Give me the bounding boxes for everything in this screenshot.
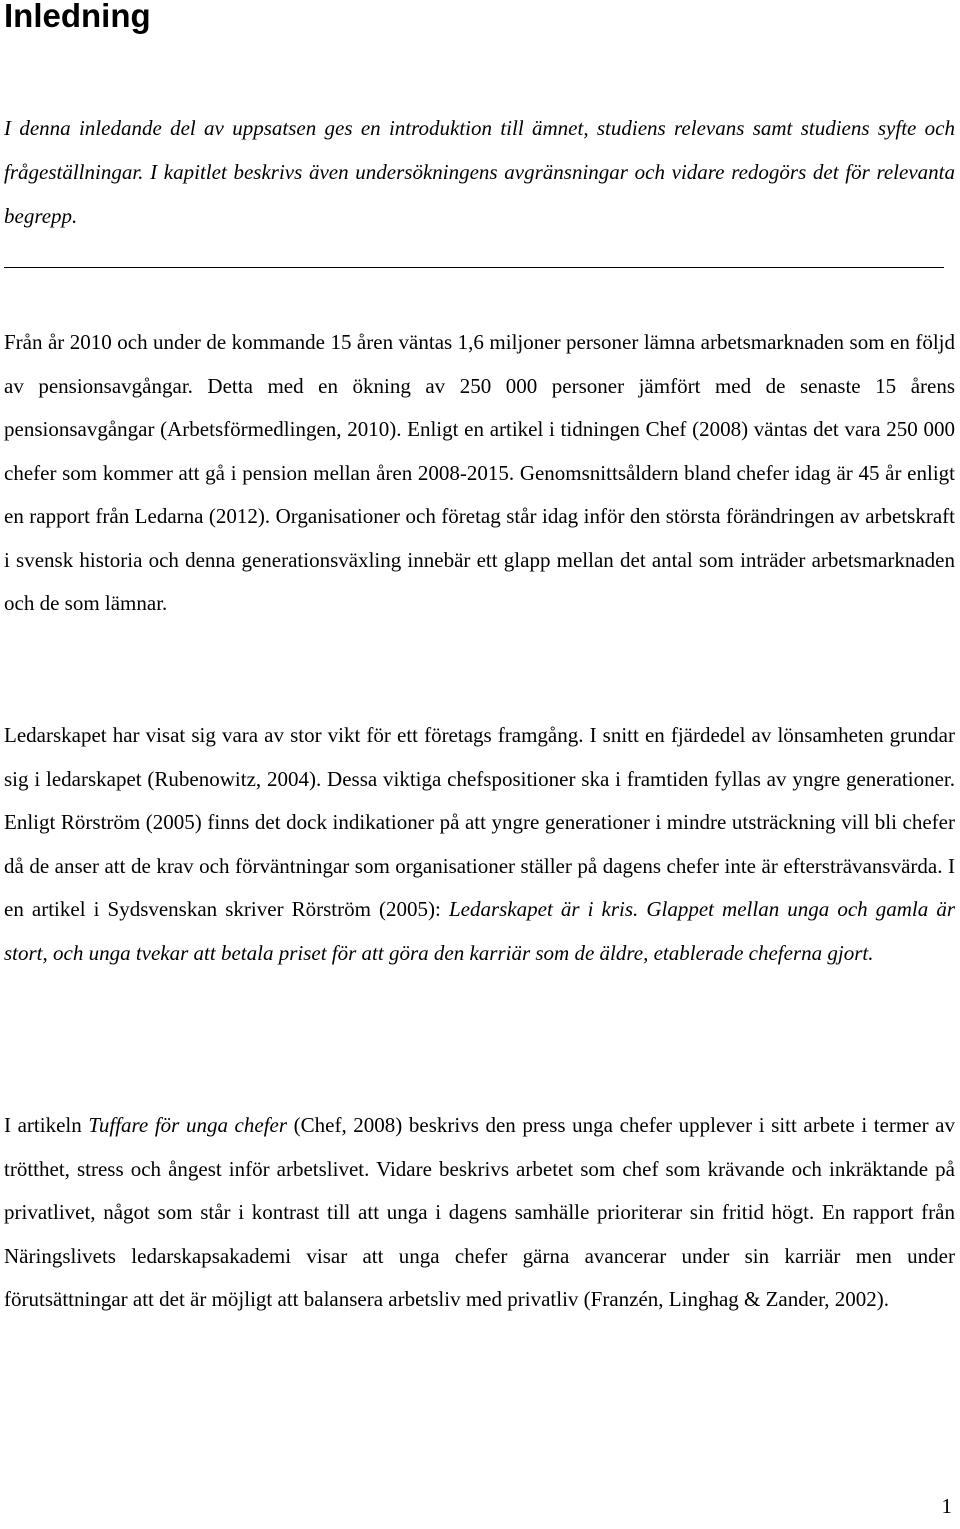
intro-paragraph: I denna inledande del av uppsatsen ges en introduktion till ämnet, studiens relevans samt studiens syfte och frågeställningar. I kapitlet beskrivs även undersökningens avgränsningar och vidare redogörs det för relevanta begrepp.	[4, 116, 955, 228]
solid-divider	[4, 267, 944, 268]
page-title: Inledning	[4, 0, 151, 34]
paragraph-2-text: Ledarskapet har visat sig vara av stor vikt för ett företags framgång. I snitt en fjärdedel av lönsamheten grundar sig i ledarskapet (Rubenowitz, 2004). Dessa viktiga chefspositioner ska i framtiden fyllas av yngre generationer. Enligt Rörström (2005) finns det dock indikationer på att yngre generationer i mindre utsträckning vill bli chefer då de anser att de krav och förväntningar som organisationer ställer på dagens chefer inte är eftersträvansvärda. I en artikel i Sydsvenskan skriver Rörström (2005):	[4, 723, 955, 921]
page-number: 1	[941, 1494, 952, 1518]
quote-text: Ledarskapet är i kris. Glappet mellan unga och gamla är stort, och unga tvekar att betala priset för att göra den karriär som de äldre, etablerade cheferna gjort.	[4, 897, 955, 965]
body-paragraph-1: Från år 2010 och under de kommande 15 åren väntas 1,6 miljoner personer lämna arbetsmarknaden som en följd av pensionsavgångar. Detta med en ökning av 250 000 personer jämfört med de senaste 15 årens pensionsavgångar (Arbetsförmedlingen, 2010). Enligt en artikel i tidningen Chef (2008) väntas det vara 250 000 chefer som kommer att gå i pension mellan åren 2008-2015. Genomsnittsåldern bland chefer idag är 45 år enligt en rapport från Ledarna (2012). Organisationer och företag står idag inför den största förändringen av arbetskraft i svensk historia och denna generationsväxling innebär ett glapp mellan det antal som inträder arbetsmarknaden och de som lämnar.	[4, 330, 955, 615]
paragraph-3-lead: I artikeln	[4, 1113, 89, 1137]
body-paragraph-3	[4, 1104, 955, 1322]
article-title: Tuffare för unga chefer	[88, 1113, 288, 1137]
paragraph-3-rest: (Chef, 2008) beskrivs den press unga chefer upplever i sitt arbete i termer av trötthet, stress och ångest inför arbetslivet. Vidare beskrivs arbetet som chef som krävande och inkräktande på privatlivet, något som står i kontrast till att unga i dagens samhälle prioriterar sin fritid högt. En rapport från Näringslivets ledarskapsakademi visar att unga chefer gärna avancerar under sin karriär men under förutsättningar att det är möjligt att balansera arbetsliv med privatliv (Franzén, Linghag & Zander, 2002).	[4, 1113, 955, 1311]
body-paragraph-2	[4, 714, 955, 975]
